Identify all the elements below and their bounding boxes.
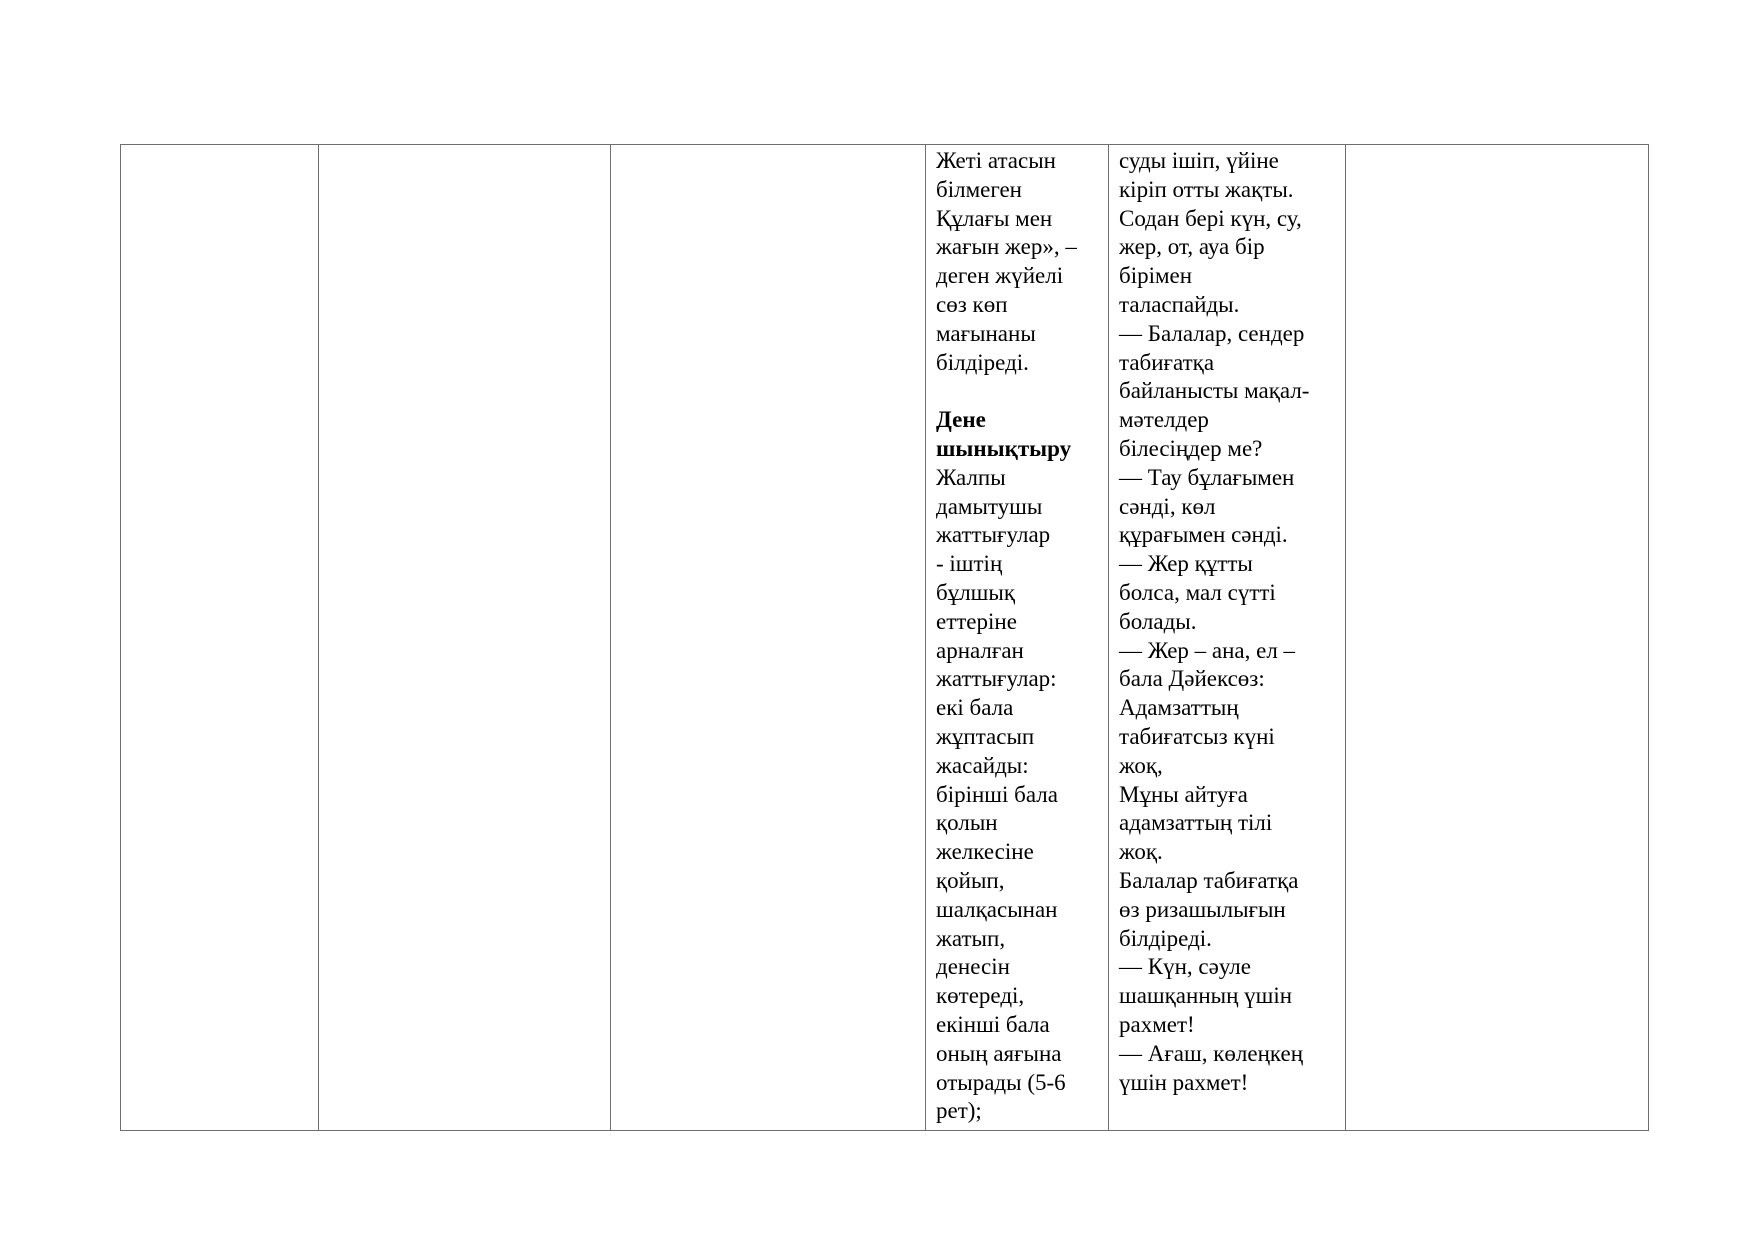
text-line: — Жер құтты: [1119, 551, 1253, 577]
text-line: жаттығулар: [936, 522, 1051, 548]
table-cell-col6: [1346, 145, 1649, 1131]
text-line: таласпайды.: [1119, 291, 1240, 317]
text-line: жоқ,: [1119, 752, 1163, 778]
text-line: бұлшық: [936, 579, 1016, 605]
text-line: білдіреді.: [936, 349, 1029, 375]
text-line: - іштің: [936, 551, 1003, 577]
table-cell-col5: [1109, 145, 1346, 1131]
text-line: жаттығулар:: [936, 666, 1057, 692]
text-line: сәнді, көл: [1119, 493, 1216, 519]
table-cell-col3: [611, 145, 926, 1131]
text-line: — Тау бұлағымен: [1119, 464, 1295, 490]
text-line: білмеген: [936, 176, 1022, 202]
text-line: байланысты мақал-: [1119, 378, 1310, 404]
text-line: оның аяғына: [936, 1040, 1062, 1066]
text-line: өз ризашылығын: [1119, 896, 1286, 922]
blank-line: [936, 377, 1108, 406]
text-line: рет);: [936, 1098, 982, 1124]
text-line: білдіреді.: [1119, 925, 1212, 951]
text-line: жағын жер», –: [936, 234, 1077, 260]
text-line: жұптасып: [936, 723, 1035, 749]
text-line: отырады (5-6: [936, 1069, 1066, 1095]
text-line: — Ағаш, көлеңкең: [1119, 1040, 1303, 1066]
text-line: екінші бала: [936, 1011, 1050, 1037]
table-row: [121, 145, 1649, 1131]
text-line: — Жер – ана, ел –: [1119, 637, 1296, 663]
text-line: Құлағы мен: [936, 205, 1053, 231]
col4-text: [926, 145, 1108, 1126]
text-line: табиғатқа: [1119, 349, 1215, 375]
text-line: болады.: [1119, 608, 1197, 634]
text-line: шалқасынан: [936, 896, 1058, 922]
text-line: деген жүйелі: [936, 263, 1064, 289]
text-line: мағынаны: [936, 320, 1036, 346]
text-line: Жеті атасын: [936, 148, 1056, 173]
section-heading: Дене: [936, 407, 986, 433]
text-line: денесін: [936, 954, 1010, 980]
text-line: қойып,: [936, 867, 1005, 893]
table-cell-col4: [926, 145, 1109, 1131]
text-line: Жалпы: [936, 464, 1006, 490]
text-line: жоқ.: [1119, 839, 1163, 865]
text-line: сөз көп: [936, 291, 1008, 317]
text-line: суды ішіп, үйіне: [1119, 148, 1279, 173]
text-line: қолын: [936, 810, 998, 836]
text-line: құрағымен сәнді.: [1119, 522, 1288, 548]
table-cell-col2: [319, 145, 611, 1131]
section-heading: шынықтыру: [936, 435, 1072, 461]
text-line: болса, мал сүтті: [1119, 579, 1276, 605]
col5-text: [1109, 145, 1345, 1097]
text-line: — Күн, сәуле: [1119, 954, 1251, 980]
text-line: табиғатсыз күні: [1119, 723, 1275, 749]
text-line: — Балалар, сендер: [1119, 320, 1305, 346]
text-line: жасайды:: [936, 752, 1029, 778]
text-line: адамзаттың тілі: [1119, 810, 1273, 836]
text-line: желкесіне: [936, 839, 1034, 865]
text-line: Адамзаттың: [1119, 695, 1239, 721]
text-line: дамытушы: [936, 493, 1043, 519]
text-line: көтереді,: [936, 983, 1025, 1009]
text-line: рахмет!: [1119, 1011, 1195, 1037]
table-cell-col1: [121, 145, 319, 1131]
text-line: жер, от, ауа бір: [1119, 234, 1265, 260]
text-line: үшін рахмет!: [1119, 1069, 1249, 1095]
text-line: Балалар табиғатқа: [1119, 867, 1299, 893]
text-line: еттеріне: [936, 608, 1017, 634]
text-line: бірімен: [1119, 263, 1193, 289]
text-line: Мұны айтуға: [1119, 781, 1248, 807]
text-line: шашқанның үшін: [1119, 983, 1293, 1009]
lesson-table: [120, 144, 1649, 1131]
text-line: кіріп отты жақты.: [1119, 176, 1294, 202]
text-line: жатып,: [936, 925, 1006, 951]
text-line: бала Дәйексөз:: [1119, 666, 1265, 692]
text-line: мәтелдер: [1119, 407, 1209, 433]
text-line: бірінші бала: [936, 781, 1058, 807]
text-line: екі бала: [936, 695, 1014, 721]
text-line: білесіңдер ме?: [1119, 435, 1263, 461]
text-line: арналған: [936, 637, 1024, 663]
text-line: Содан бері күн, су,: [1119, 205, 1302, 231]
